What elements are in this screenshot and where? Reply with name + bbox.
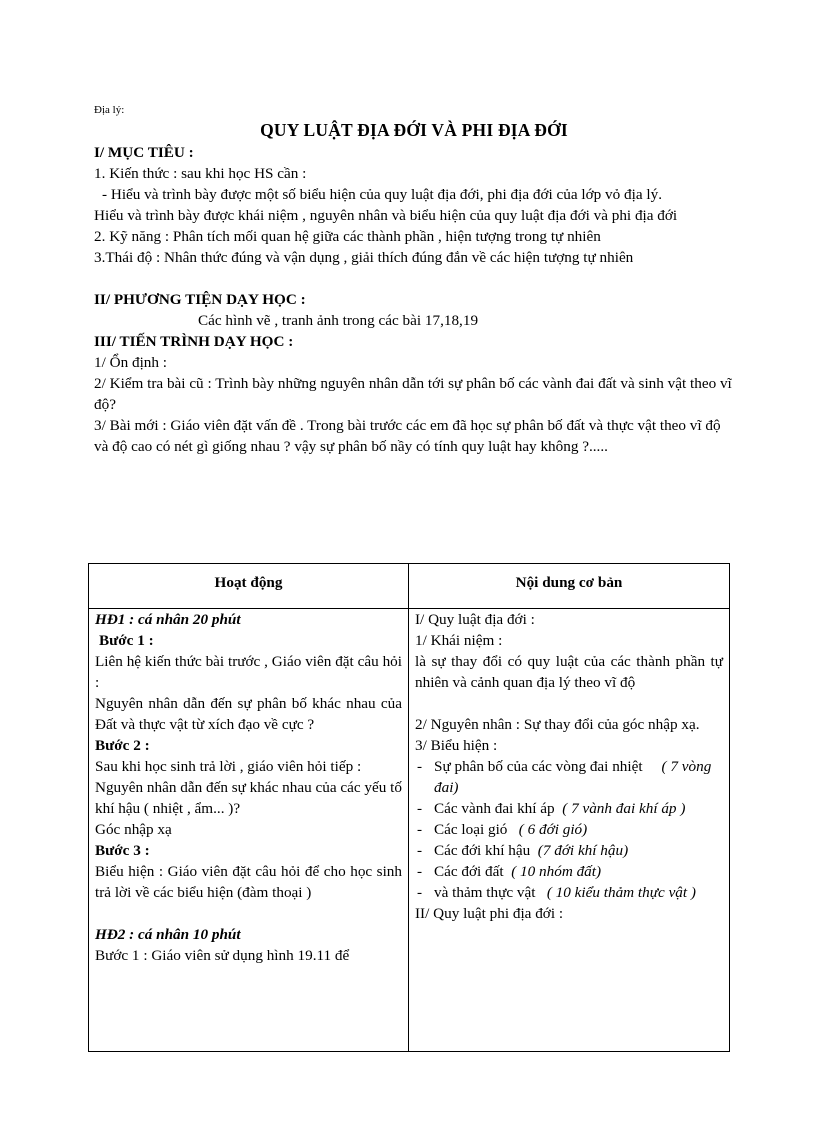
section1-heading: I/ MỤC TIÊU : bbox=[94, 144, 194, 161]
list-item: - Các đới đất ( 10 nhóm đất) bbox=[415, 861, 723, 882]
manifest-label: 3/ Biểu hiện : bbox=[415, 737, 498, 754]
list-item: - Các đới khí hậu (7 đới khí hậu) bbox=[415, 840, 723, 861]
manifest-list bbox=[415, 756, 723, 903]
step-2: 2/ Kiểm tra bài cũ : Trình bày những nguyên nhân dẫn tới sự phân bố các vành đai đất và sinh vật theo vĩ độ? bbox=[94, 375, 732, 413]
section2-heading: II/ PHƯƠNG TIỆN DẠY HỌC : bbox=[94, 291, 306, 308]
concept-label: 1/ Khái niệm : bbox=[415, 632, 503, 649]
hd2-heading: HĐ2 : cá nhân 10 phút bbox=[95, 926, 241, 943]
step1-text1: Liên hệ kiến thức bài trước , Giáo viên đặt câu hỏi : bbox=[95, 653, 402, 691]
knowledge-item-2: Hiểu và trình bày được khái niệm , nguyên nhân và biểu hiện của quy luật địa đới và phi địa đới bbox=[94, 207, 678, 224]
document-body bbox=[94, 100, 734, 457]
subject-label: Địa lý: bbox=[94, 104, 125, 116]
page-title: QUY LUẬT ĐỊA ĐỚI VÀ PHI ĐỊA ĐỚI bbox=[260, 120, 568, 140]
skills-line: 2. Kỹ năng : Phân tích mối quan hệ giữa các thành phần , hiện tượng trong tự nhiên bbox=[94, 228, 601, 245]
step1-label: Bước 1 : bbox=[99, 632, 154, 649]
cause-text: 2/ Nguyên nhân : Sự thay đổi của góc nhập xạ. bbox=[415, 716, 700, 733]
step-3: 3/ Bài mới : Giáo viên đặt vấn đề . Trong bài trước các em đã học sự phân bố đất và thực vật theo vĩ độ và độ cao có nét gì giống nhau ? vậy sự phân bố nầy có tính quy luật hay không ?..... bbox=[94, 417, 721, 455]
list-item: - Các loại gió ( 6 đới gió) bbox=[415, 819, 723, 840]
part2-heading: II/ Quy luật phi địa đới : bbox=[415, 905, 564, 922]
knowledge-item-1: - Hiểu và trình bày được một số biểu hiện của quy luật địa đới, phi địa đới của lớp vỏ địa lý. bbox=[102, 186, 662, 203]
step-1: 1/ Ổn định : bbox=[94, 354, 167, 371]
list-item: - Sự phân bố của các vòng đai nhiệt ( 7 vòng đai) bbox=[415, 756, 723, 798]
col-activity-header: Hoạt động bbox=[89, 564, 409, 609]
section3-heading: III/ TIẾN TRÌNH DẠY HỌC : bbox=[94, 333, 294, 350]
table-row bbox=[89, 609, 730, 1052]
hd2-step1: Bước 1 : Giáo viên sử dụng hình 19.11 để bbox=[95, 947, 350, 964]
table-header-row bbox=[89, 564, 730, 609]
step2-text3: Góc nhập xạ bbox=[95, 821, 172, 838]
part1-heading: I/ Quy luật địa đới : bbox=[415, 611, 535, 628]
hd1-heading: HĐ1 : cá nhân 20 phút bbox=[95, 611, 241, 628]
lesson-table bbox=[88, 563, 730, 1052]
step2-text2: Nguyên nhân dẫn đến sự khác nhau của các yếu tố khí hậu ( nhiệt , ẩm... )? bbox=[95, 779, 402, 817]
col-content-header: Nội dung cơ bản bbox=[409, 564, 730, 609]
attitude-line: 3.Thái độ : Nhân thức đúng và vận dụng , giải thích đúng đắn về các hiện tượng tự nhiên bbox=[94, 249, 634, 266]
list-item: - Các vành đai khí áp ( 7 vành đai khí áp ) bbox=[415, 798, 723, 819]
step2-text1: Sau khi học sinh trả lời , giáo viên hỏi tiếp : bbox=[95, 758, 362, 775]
list-item: - và thảm thực vật ( 10 kiểu thảm thực vật ) bbox=[415, 882, 723, 903]
knowledge-line: 1. Kiến thức : sau khi học HS cần : bbox=[94, 165, 307, 182]
activity-cell bbox=[89, 609, 409, 1052]
step3-label: Bước 3 : bbox=[95, 842, 150, 859]
step3-text: Biểu hiện : Giáo viên đặt câu hỏi để cho học sinh trả lời về các biểu hiện (đàm thoại ) bbox=[95, 863, 402, 901]
content-cell bbox=[409, 609, 730, 1052]
step1-text2: Nguyên nhân dẫn đến sự phân bố khác nhau của Đất và thực vật từ xích đạo về cực ? bbox=[95, 695, 402, 733]
concept-text: là sự thay đổi có quy luật của các thành phần tự nhiên và cảnh quan địa lý theo vĩ độ bbox=[415, 653, 723, 691]
step2-label: Bước 2 : bbox=[95, 737, 150, 754]
section2-content: Các hình vẽ , tranh ảnh trong các bài 17,18,19 bbox=[198, 312, 479, 329]
